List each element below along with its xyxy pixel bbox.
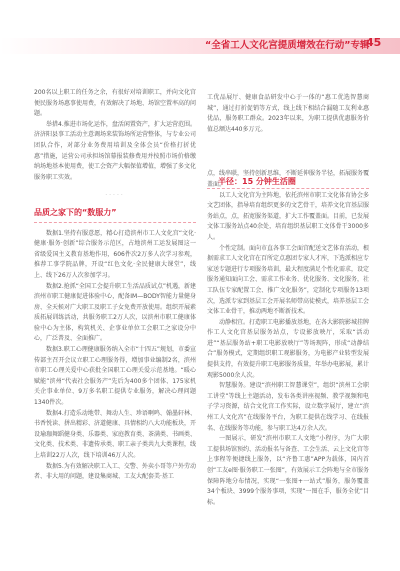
paragraph: 数据3.职工心理健康服务纳入全市“十四五”规划，市委宣传部主召开会议立职工心理服务得，增加事业编制2名，滨州市职工心理关爱中心获批全国职工心理关爱示范基地。“暖心赋能”滨州“代表社会服务产”先后为400多个团体、175家机关企事业单位、9万多名职工提供专业服务，解决心理问题1340件次。: [34, 346, 196, 407]
section-title-underline: [207, 188, 369, 189]
page-number: 45: [366, 36, 382, 49]
paragraph: 数据2.抢抓“全国工会提升职工生活品质试点”机遇，新建滨州市职工健康促进体验中心，配备IM—BODY智能力量健身房、全天候对广大职工及职工子女免费开放使用。组织开展素质拓展训练活动，共服务职工2万人次，以滨州市职工健康体验中心为主体，构筑机关、企事业单位工会职工之家设分中心，广泛普及、全面推广。: [34, 282, 197, 343]
paragraph: 数据5.为有效解决职工入工、交警、外卖小哥等户外劳动者、非大用的问题，建设集商城、工友大配套美·基工: [34, 462, 196, 481]
paragraph: 数据4.打造乐动地带、舞动人生、珍语啊鸣、翰墨轩林、书香悦读、拼出精彩、济道健康、具情相约八大功能板块，开设瑜珈舞蹈健身类、乐器类、家庭教育类、茶满类、书画类、文化类、技术类、非遗传承类、职工亲子类共九大类课程，线上培训22万人次，线下培训46万人次。: [34, 409, 197, 459]
paragraph: 一图展示，研发“滨州市职工人文地”小程序，为广大职工提供场馆预约、活动报名与备查、工会生活、云上文化宫等上事程等便捷线上服务，以“齐鲁工惠”APP为载体，国内首创“工友e图·服务职工一张图”，有效展示工会阵地与全市服务保障阵地分布情况，实现“一张图+一站式”服务，服务覆盖34个板块、3999个服务事项，实现“一图在手，服务全优”目标。: [207, 435, 370, 506]
page-header: [0, 0, 400, 58]
section-title: 半径：15 分钟生活圈: [218, 177, 296, 186]
paragraph: 点，线串联，坚持创新思维，不断延伸服务半径，拓展服务覆盖面。: [207, 170, 370, 188]
header-title: “全省工人文化宫提质增效在行动”专辑: [205, 40, 370, 51]
section-title: 品质之家下的“数服力”: [34, 208, 196, 223]
paragraph: 工优品展厅、健康食品研发中心于一体的“惠工优选智慧商城”，通过打折促销等方式，线上线下相结合漏随工友利业惠优品，服务职工群众。2023年以来，为职工提供优惠服务价值总额达440多万元。: [207, 94, 369, 133]
left-column: [34, 88, 196, 483]
paragraph: 数据1.坚持有服意愿，精心打造滨州市工人文化宫“文化·健康·服务·创新”综合服务示范区，占地滨州工运发展图这一省级爱国主义教育基地作用，606件次2万多人次学习参观，推荐工事学院品牌，开设“红色文化·全民健康大课堂”，线上、线下26万人次参加学习。: [34, 229, 196, 279]
paragraph: 智慧服务。建设“滨州职工智慧课堂”，组织“滨州工会职工讲堂”等线上主题活动，发布各类讲座视频、教学视频和电子学习资源，结合文化宫工作实际，设立数字展厅，建立“滨州工人文化宫”在线服务平台，为职工提供在线学习、在线报名、在线服务等功能，参与职工达4万余人次。: [207, 382, 369, 432]
paragraph: 200名以上职工的任务之余，有很好对培训职工，并向文化宫便民服务场惠事使用费，有效解决了场地、场馆空置率高的问题。: [34, 89, 197, 118]
paragraph: 个性定制。面向市直各事工会面宫配送文艺体育活动，根据需求工人文化宫在百所定点惠团专家人才库，下选派相应专家送专题进行专项服务培训，最大程度满足个性化需求，设定服务通知面向工会、需求工作业务、优化服务、文化服务，社工队伍专家配置工会、推广文化服务”，定制化专项服务13项次，选派专家到基层工会开展名师带高徒模式，培养基层工会文体工业骨干，推动两地不断新技术。: [207, 244, 370, 316]
separator: ·····: [105, 192, 125, 200]
paragraph: 动静相宜。打造职工电影播放基地，在各大影院影城挂牌作工人文化宫基层服务站点，专设影放映厅，采取“活动进”“基层服务站+职工电影放映厅”等场现阵，形成“动静结合”服务模式，定期组织职工观影服务，为电影产业转型发展提供支持，有效提升职工电影服务质量，年举办电影展，累计观影5000余人次。: [207, 318, 370, 379]
paragraph: 以工人文化宫为主阵地，依托滨州市职工文化体育协会多文艺团体，指导培育组织更多的文艺骨干，培养文化宫基层服务站点，点，拓宽服务渠道，扩大工作覆盖面。目前，已发展文体工服务站点40余处，培育组织基层职工文体骨干3000多人。: [207, 191, 370, 241]
right-column: [207, 93, 369, 508]
section-spacer: [207, 135, 369, 169]
paragraph: 举措4.推进市场化运作，盘活闲置资产，扩大运营范围。济济阳县事工活动主意调场来装饰场所运营整体，与专业公司团队合作，对部分业务费用培训及全体会员“价格打折优惠”措施，运营公司承担场馆幕报装修费用并按照市场价格缴纳场地基本使用费，使工会资产大幅保值增值，增强了多文化服务职工实效。: [34, 120, 197, 181]
